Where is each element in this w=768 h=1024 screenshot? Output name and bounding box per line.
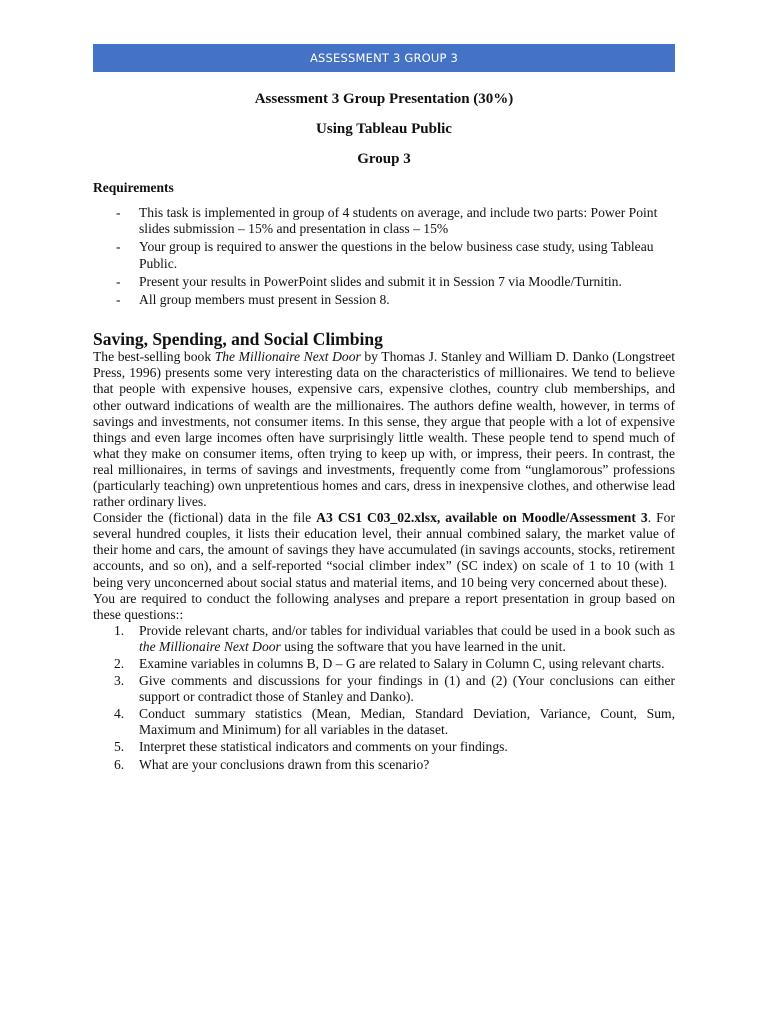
case-paragraph-3: You are required to conduct the following analyses and prepare a report presentation in group based on these questions:: <box>93 590 675 622</box>
requirement-text: Your group is required to answer the questions in the below business case study, using Tableau Public. <box>139 239 654 271</box>
document-title: Assessment 3 Group Presentation (30%) <box>254 91 514 107</box>
book-title: the Millionaire Next Door <box>139 638 281 654</box>
requirements-heading: Requirements <box>93 180 174 195</box>
requirement-text: This task is implemented in group of 4 students on average, and include two parts: Power Point slides submission – 15% and presentation in class – 15% <box>139 205 658 237</box>
case-heading: Saving, Spending, and Social Climbing <box>93 329 383 350</box>
list-item: 2. Examine variables in columns B, D – G are related to Salary in Column C, using relevant charts. <box>114 656 665 671</box>
list-item: 5. Interpret these statistical indicators and comments on your findings. <box>114 739 508 755</box>
list-item: 6. What are your conclusions drawn from this scenario? <box>114 756 430 772</box>
questions-list <box>93 623 675 773</box>
list-item: - This task is implemented in group of 4 students on average, and include two parts: Power Point slides submission – 15% and presentation in class – 15% <box>116 205 658 237</box>
list-item: 3. Give comments and discussions for your findings in (1) and (2) (Your conclusions can either support or contradict those of Stanley and Danko). <box>114 673 675 705</box>
header-banner: ASSESSMENT 3 GROUP 3 <box>93 44 675 72</box>
document-page <box>93 44 675 774</box>
book-title: The Millionaire Next Door <box>214 349 361 365</box>
list-item: 4. Conduct summary statistics (Mean, Median, Standard Deviation, Variance, Count, Sum, Maximum and Minimum) for all variables in the dataset. <box>114 706 675 738</box>
case-paragraph-1: The best-selling book The Millionaire Next Door by Thomas J. Stanley and William D. Danko (Longstreet Press, 1996) presents some very interesting data on the characteristics of millionaires. We tend to believe that people with expensive houses, expensive cars, expensive clothes, country club memberships, and other outward indications of wealth are the millionaires. The authors define wealth, however, in terms of savings and investments, not consumer items. In this sense, they argue that people with a lot of expensive things and even large incomes often have surprisingly little wealth. These people tend to spend much of what they make on consumer items, often trying to keep up with, or impress, their peers. In contrast, the real millionaires, in terms of savings and investments, frequently come from “unglamorous” professions (particularly teaching) own unpretentious homes and cars, dress in inexpensive clothes, and otherwise lead rather ordinary lives. <box>93 349 675 510</box>
list-item: - Your group is required to answer the questions in the below business case study, using Tableau Public. <box>116 239 654 271</box>
requirement-text: All group members must present in Session 8. <box>139 292 390 308</box>
list-item: - Present your results in PowerPoint slides and submit it in Session 7 via Moodle/Turnitin. <box>116 273 622 289</box>
data-file-name: A3 CS1 C03_02.xlsx, available on Moodle/Assessment 3 <box>316 510 648 526</box>
document-group: Group 3 <box>357 151 411 167</box>
list-item: - All group members must present in Session 8. <box>116 292 390 308</box>
requirements-list <box>93 205 675 308</box>
document-subtitle: Using Tableau Public <box>316 121 452 137</box>
requirement-text: Present your results in PowerPoint slides and submit it in Session 7 via Moodle/Turnitin. <box>139 273 622 289</box>
case-paragraph-2: Consider the (fictional) data in the file A3 CS1 C03_02.xlsx, available on Moodle/Assessment 3. For several hundred couples, it lists their education level, their annual combined salary, the market value of their home and cars, the amount of savings they have accumulated (in savings accounts, stocks, retirement accounts, and so on), and a self-reported “social climber index” (SC index) on scale of 1 to 10 (with 1 being very unconcerned about social status and material items, and 10 being very concerned about these). <box>93 510 675 590</box>
list-item: 1. Provide relevant charts, and/or tables for individual variables that could be used in a book such as the Millionaire Next Door using the software that you have learned in the unit. <box>114 622 675 654</box>
